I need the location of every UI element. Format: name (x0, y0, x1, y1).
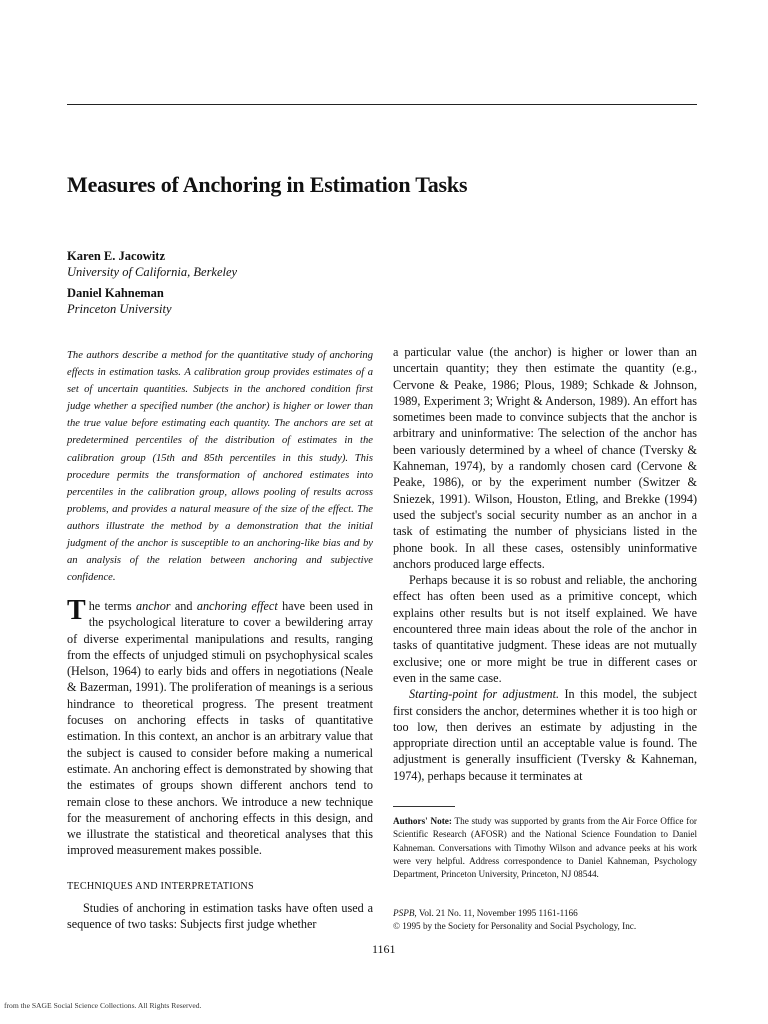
right-paragraph-1: a particular value (the anchor) is higher or lower than an uncertain quantity; they then estimate the quantity (e.g., Cervone & Peake, 1986; Plous, 1989; Schkade & Johnson, 1989, Experiment 3; Wright & Anderson, 1989). An effort has sometimes been made to convince subjects that the anchor is arbitrary and uninformative: The selection of the anchor has been variously determined by a wheel of chance (Tversky & Kahneman, 1974), by a randomly chosen card (Cervone & Peake, 1986), or by the experiment number (Switzer & Sniezek, 1991). Wilson, Houston, Etling, and Brekke (1994) used the subject's social security number as an anchor in a task of estimating the number of physicians listed in the phone book. In all these cases, ostensibly uninformative anchors produced large effects. (393, 345, 697, 571)
drop-cap: T (67, 595, 86, 626)
author-affiliation-2: Princeton University (67, 302, 172, 316)
intro-text-b: and (170, 599, 197, 613)
page-number: 1161 (372, 942, 396, 956)
author-name-2: Daniel Kahneman (67, 286, 164, 300)
right-paragraph-3 (393, 686, 697, 784)
section-heading: TECHNIQUES AND INTERPRETATIONS (67, 881, 254, 892)
collection-watermark: from the SAGE Social Science Collections. All Rights Reserved. (4, 1001, 202, 1010)
journal-name: PSPB, (393, 908, 417, 918)
journal-citation (393, 907, 697, 934)
intro-paragraph (67, 595, 373, 859)
intro-term-anchor: anchor (136, 599, 171, 613)
authors-note (393, 815, 697, 881)
author-name-1: Karen E. Jacowitz (67, 249, 166, 263)
citation-volume: Vol. 21 No. 11, November 1995 1161-1166 (416, 908, 578, 918)
intro-text-c: have been used in the psychological literature to cover a bewildering array of diverse experimental manipulations and results, ranging from the effects of unjudged stimuli on psychophysical scales (Helson, 1964) to early bids and offers in negotiations (Neale & Bazerman, 1991). The proliferation of meanings is a serious hindrance to theoretical progress. The present treatment focuses on anchoring effects in tasks of quantitative estimation. In this context, an anchor is an arbitrary value that the subject is caused to consider before making a numerical estimate. An anchoring effect is demonstrated by showing that the estimates of groups shown different anchors tend to remain close to these anchors. We introduce a new technique for the measurement of anchoring effects in this design, and we illustrate the statistical and theoretical analyses that this improved measurement makes possible. (67, 599, 373, 858)
right-column (393, 344, 697, 784)
abstract: The authors describe a method for the quantitative study of anchoring effects in estimation tasks. A calibration group provides estimates of a set of uncertain quantities. Subjects in the anchored condition first judge whether a specified number (the anchor) is higher or lower than the true value before estimating each quantity. The anchors are set at predetermined percentiles of the distribution of estimates in the calibration group (15th and 85th percentiles in this study). This procedure permits the transformation of anchored estimates into percentiles in the calibration group, allows pooling of results across problems, and provides a natural measure of the size of the effect. The authors illustrate the method by a demonstration that the initial judgment of the anchor is susceptible to an anchoring-like bias and by an analysis of the relation between anchoring and subjective confidence. (67, 350, 373, 584)
intro-text-a: he terms (88, 599, 136, 613)
header-rule (67, 104, 697, 105)
footnote-rule (393, 806, 455, 807)
subsection-heading: Starting-point for adjustment. (409, 687, 560, 702)
right-paragraph-3-text: In this model, the subject first considers the anchor, determines whether it is too high or too low, then derives an estimate by adjusting in the appropriate direction until an acceptable value is found. The adjustment is generally insufficient (Tversky & Kahneman, 1974), perhaps because it terminates at (393, 687, 697, 783)
copyright-line: © 1995 by the Society for Personality and Social Psychology, Inc. (393, 921, 637, 932)
author-affiliation-1: University of California, Berkeley (67, 265, 238, 279)
paper-title: Measures of Anchoring in Estimation Tasks (67, 172, 468, 197)
right-paragraph-2: Perhaps because it is so robust and reliable, the anchoring effect has often been used as a primitive concept, which explains other results but is not itself explained. We have encountered three main ideas about the role of the anchor in tasks of quantitative judgment. These ideas are not mutually exclusive; one or more might be true in different cases or even in the same case. (393, 573, 697, 685)
intro-term-anchoring-effect: anchoring effect (196, 599, 278, 613)
authors-note-text: The study was supported by grants from the Air Force Office for Scientific Research (AFOSR) and the National Science Foundation to Daniel Kahneman. Conversations with Timothy Wilson and advance peeks at his work were very helpful. Address correspondence to Daniel Kahneman, Psychology Department, Princeton University, Princeton, NJ 08544. (393, 816, 697, 880)
authors-note-label: Authors' Note: (393, 816, 452, 826)
section-paragraph: Studies of anchoring in estimation tasks have often used a sequence of two tasks: Subjects first judge whether (67, 901, 373, 932)
